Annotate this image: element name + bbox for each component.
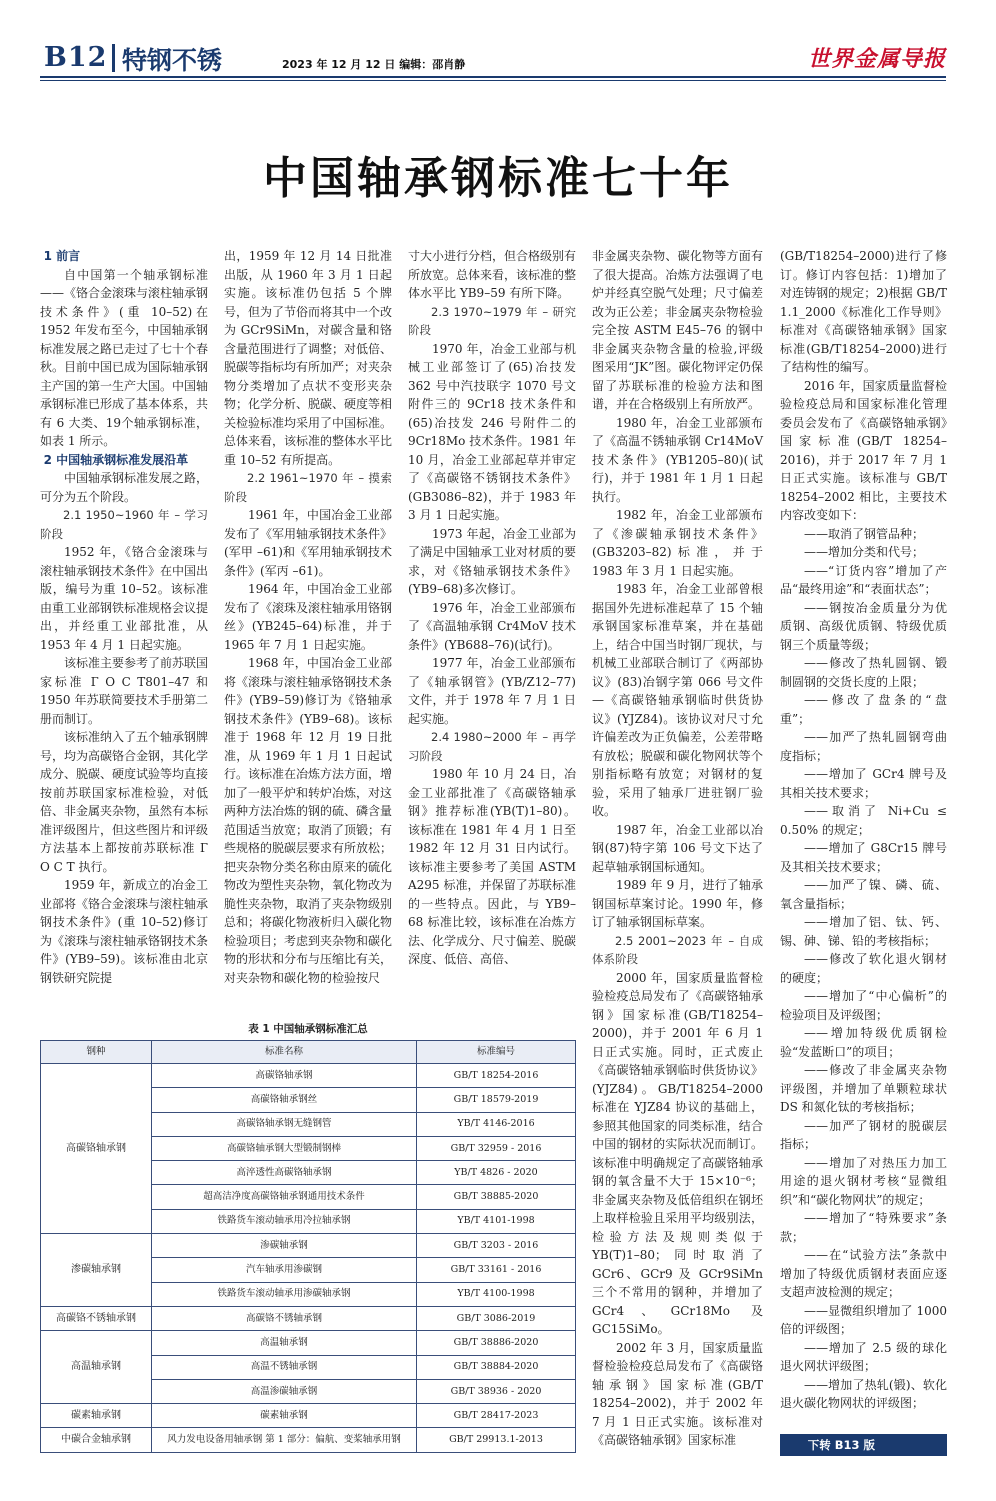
paragraph: 1980 年，冶金工业部颁布了《高温不锈轴承钢 Cr14MoV 技术条件》(YB1205–80)(试行)，并于 1981 年 1 月 1 日起执行。 [592, 415, 763, 504]
continued-notice: 下转 B13 版 [780, 1434, 947, 1456]
paragraph: ——钢按冶金质量分为优质钢、高级优质钢、特级优质钢三个质量等级； [780, 600, 947, 652]
paragraph: ——修改了热轧圆钢、锻制圆钢的交货长度的上限； [780, 656, 947, 689]
paragraph: 1970 年，冶金工业部与机械工业部签订了(65)冶技发 362 号中汽技联字 1070 号文附件三的 9Cr18 技术条件和(65)冶技发 246 号附件二的 9Cr18Mo 技术条件。1981 年 10 月，冶金工业部起草并审定了《高碳铬不锈钢技术条件》(GB3086–82)，并于 1983 年 3 月 1 日起实施。 [408, 341, 576, 522]
steel-type-cell: 渗碳轴承钢 [41, 1234, 152, 1307]
header-rule [40, 76, 946, 78]
standard-name-cell: 高碳铬轴承钢大型锻制钢棒 [152, 1136, 417, 1160]
header-divider [112, 44, 115, 72]
header-standard-name: 标准名称 [152, 1041, 417, 1064]
standard-no-cell: YB/T 4101-1998 [417, 1209, 576, 1233]
standard-name-cell: 高温渗碳轴承钢 [152, 1379, 417, 1403]
table-row [41, 1306, 576, 1330]
standard-name-cell: 高碳铬不锈轴承钢 [152, 1306, 417, 1330]
paragraph: 1964 年，中国冶金工业部发布了《滚珠及滚柱轴承用铬钢丝》(YB245–64)标准，并于 1965 年 7 月 1 日起实施。 [224, 582, 393, 652]
steel-type-cell: 高碳铬不锈轴承钢 [41, 1306, 152, 1330]
text-column-5 [780, 247, 947, 1413]
standard-name-cell: 超高洁净度高碳铬轴承钢通用技术条件 [152, 1185, 417, 1209]
header-standard-no: 标准编号 [417, 1041, 576, 1064]
paragraph: 1977 年，冶金工业部颁布了《轴承钢管》(YB/Z12–77)文件，并于 1978 年 7 月 1 日起实施。 [408, 656, 576, 726]
subsection-heading: 2.5 2001~2023 年 – 自成体系阶段 [592, 933, 763, 966]
paragraph: 自中国第一个轴承钢标准——《铬合金滚珠与滚柱轴承钢技术条件》(重 10–52)在 1952 年发布至今，中国轴承钢标准发展之路已走过了七十个春秋。目前中国已成为国际轴承钢主产国的第一生产大国。中国轴承钢标准已形成了基本体系，共有 6 大类、19个轴承钢标准，如表 1 所示。 [40, 267, 209, 448]
table-row [41, 1064, 576, 1088]
text-column-1 [40, 247, 208, 987]
standard-no-cell: GB/T 3086-2019 [417, 1306, 576, 1330]
paragraph: 该标准主要参考了前苏联国家标准 Г О С Т801–47 和 1950 年苏联简要技术手册第二册而制订。 [40, 656, 209, 726]
standard-no-cell: GB/T 3203 - 2016 [417, 1234, 576, 1258]
paragraph: ——增加了铝、钛、钙、锡、砷、锑、铅的考核指标； [780, 915, 947, 948]
paragraph: ——加严了镍、磷、硫、氧含量指标； [780, 878, 947, 911]
standard-no-cell: GB/T 38936 - 2020 [417, 1379, 576, 1403]
paragraph: 1959 年，新成立的冶金工业部将《铬合金滚珠与滚柱轴承钢技术条件》(重 10–52)修订为《滚珠与滚柱轴承铬钢技术条件》(YB9–59)。该标准由北京钢铁研究院提 [40, 878, 209, 985]
paragraph: ——取消了钢管品种； [804, 526, 925, 541]
standard-no-cell: GB/T 38884-2020 [417, 1355, 576, 1379]
paragraph: 中国轴承钢标准发展之路，可分为五个阶段。 [40, 471, 209, 504]
table-row [41, 1404, 576, 1428]
date-editor: 2023 年 12 月 12 日 编辑：邵肖静 [282, 58, 466, 71]
standard-no-cell: GB/T 18579-2019 [417, 1088, 576, 1112]
standard-no-cell: YB/T 4146-2016 [417, 1112, 576, 1136]
paragraph: ——增加了 GCr4 牌号及其相关技术要求； [780, 767, 947, 800]
paragraph: ——加严了钢材的脱碳层指标； [780, 1118, 947, 1151]
standard-name-cell: 铁路货车滚动轴承用渗碳轴承钢 [152, 1282, 417, 1306]
standard-name-cell: 高碳铬轴承钢丝 [152, 1088, 417, 1112]
paragraph: 出，1959 年 12 月 14 日批准出版，从 1960 年 3 月 1 日起实施。该标准仍包括 5 个牌号，但为了节俗而将其中一个改为 GCr9SiMn，对碳含量和铬含量范围进行了调整；对低倍、脱碳等指标均有所加严；对夹杂物分类增加了点状不变形夹杂物；化学分析、脱碳、硬度等相关检验标准均采用了中国标准。总体来看，该标准的整体水平比重 10–52 有所提高。 [224, 249, 393, 467]
standard-no-cell: YB/T 4826 - 2020 [417, 1161, 576, 1185]
standard-name-cell: 高温轴承钢 [152, 1331, 417, 1355]
standards-table [40, 1040, 576, 1453]
paragraph: 1983 年，冶金工业部曾根据国外先进标准起草了 15 个轴承钢国家标准草案，并在基础上，结合中国当时钢厂现状，与机械工业部联合制订了《两部协议》(83)冶钢字第 066 号文件—《高碳铬轴承钢临时供货协议》(YJZ84)。该协议对尺寸允许偏差改为正负偏差，公差带略有放松；脱碳和碳化物网状等个别指标略有放宽；对钢材的复验，采用了轴承厂进驻钢厂验收。 [592, 582, 763, 818]
paragraph: ——增加特级优质钢检验“发蓝断口”的项目； [780, 1026, 947, 1059]
paragraph: 2016 年，国家质量监督检验检疫总局和国家标准化管理委员会发布了《高碳铬轴承钢》国家标准(GB/T 18254–2016)，并于 2017 年 7 月 1 日正式实施。该标准与 GB/T 18254–2002 相比，主要技术内容改变如下： [780, 378, 947, 522]
subsection-heading: 2.3 1970~1979 年 – 研究阶段 [408, 304, 576, 337]
paragraph: 非金属夹杂物、碳化物等方面有了很大提高。冶炼方法强调了电炉并经真空脱气处理；尺寸偏差改为正公差；非金属夹杂物检验完全按 ASTM E45–76 的钢中非金属夹杂物含量的检验,评级图采用“JK”图。碳化物评定仍保留了苏联标准的检验方法和图谱，并在合格级别上有所放严。 [592, 249, 763, 411]
steel-type-cell: 高碳铬轴承钢 [41, 1064, 152, 1234]
page-header [40, 38, 946, 80]
paragraph: ——增加了“中心偏析”的检验项目及评级图； [780, 989, 947, 1022]
section-heading: 2 中国轴承钢标准发展沿革 [43, 452, 189, 467]
paragraph: ——增加了热轧(锻)、软化退火碳化物网状的评级图； [780, 1377, 947, 1410]
paragraph: 2002 年 3 月，国家质量监督检验检疫总局发布了《高碳铬轴承钢》国家标准(GB/T 18254–2002)，并于 2002 年 7 月 1 日正式实施。该标准对《高碳铬轴承钢》国家标准 [592, 1340, 763, 1447]
paragraph: 1968 年，中国冶金工业部将《滚珠与滚柱轴承铬钢技术条件》(YB9–59)修订为《铬轴承钢技术条件》(YB9–68)。该标准于 1968 年 12 月 19 日批准，从 1969 年 1 月 1 日起试行。该标准在冶炼方法方面，增加了一般平炉和转炉冶炼，对这两种方法冶炼的钢的硫、磷含量范围适当放宽；取消了顶锻；有些规格的脱碳层要求有所放松；把夹杂物分类名称由原来的硫化物改为塑性夹杂物，氧化物改为脆性夹杂物，取消了夹杂物级别总和；将碳化物液析归入碳化物检验项目；考虑到夹杂物和碳化物的形状和分布与压缩比有关，对夹杂物和碳化物的检验按尺 [224, 656, 393, 985]
standard-name-cell: 汽车轴承用渗碳钢 [152, 1258, 417, 1282]
subsection-heading: 2.2 1961~1970 年 – 摸索阶段 [224, 471, 392, 504]
text-column-2 [224, 247, 392, 987]
standard-name-cell: 铁路货车滚动轴承用冷拉轴承钢 [152, 1209, 417, 1233]
steel-type-cell: 碳素轴承钢 [41, 1404, 152, 1428]
paragraph: ——在“试验方法”条款中增加了特级优质钢材表面应逐支超声波检测的规定； [780, 1248, 947, 1299]
header-rule-thin [40, 80, 946, 81]
subsection-heading: 2.4 1980~2000 年 – 再学习阶段 [408, 730, 576, 763]
standard-no-cell: GB/T 28417-2023 [417, 1404, 576, 1428]
paragraph: 1952 年，《铬合金滚珠与滚柱轴承钢技术条件》在中国出版，编号为重 10–52。该标准由重工业部钢铁标准规格会议提出，并经重工业部批准，从 1953 年 4 月 1 日起实施。 [40, 545, 209, 652]
standard-no-cell: GB/T 29913.1-2013 [417, 1428, 576, 1452]
paragraph: ——“订货内容”增加了产品“最终用途”和“表面状态”； [780, 563, 947, 596]
standard-no-cell: GB/T 38886-2020 [417, 1331, 576, 1355]
table-header-row [41, 1041, 576, 1064]
text-column-4 [592, 247, 763, 1450]
page-number: B12 [44, 42, 108, 73]
standard-name-cell: 高淬透性高碳铬轴承钢 [152, 1161, 417, 1185]
standard-name-cell: 风力发电设备用轴承钢 第 1 部分：偏航、变桨轴承用钢 [152, 1428, 417, 1452]
paragraph: 1976 年，冶金工业部颁布了《高温轴承钢 Cr4MoV 技术条件》(YB688–76)(试行)。 [408, 600, 576, 652]
section-heading: 1 前言 [43, 249, 81, 263]
text-column-3 [408, 247, 576, 969]
paragraph: ——增加了 G8Cr15 牌号及其相关技术要求； [780, 841, 947, 874]
paragraph: ——修改了软化退火钢材的硬度； [780, 952, 947, 985]
paragraph: (GB/T18254–2000)进行了修订。修订内容包括：1)增加了对连铸钢的规定；2)根据 GB/T 1.1_2000《标准化工作导则》标准对《高碳铬轴承钢》国家标准(GB/T18254–2000)进行了结构性的编写。 [780, 249, 947, 374]
paragraph: 2000 年，国家质量监督检验检疫总局发布了《高碳铬轴承钢》国家标准(GB/T18254–2000)，并于 2001 年 6 月 1 日正式实施。同时，正式废止《高碳铬轴承钢临时供货协议》(YJZ84)。GB/T18254–2000 标准在 YJZ84 协议的基础上，参照其他国家的同类标准，结合中国的钢材的实际状况而制订。该标准中明确规定了高碳铬轴承钢的氧含量不大于 15×10⁻⁶；非金属夹杂物及低倍组织在钢坯上取样检验且采用平均级别法，检验方法及规则类似于 YB(T)1–80；同时取消了 GCr6、GCr9 及 GCr9SiMn 三个不常用的钢种，并增加了 GCr4、GCr18Mo 及 GC15SiMo。 [592, 970, 763, 1336]
paragraph: ——增加了 2.5 级的球化退火网状评级图； [780, 1340, 947, 1373]
standard-name-cell: 高碳铬轴承钢 [152, 1064, 417, 1088]
steel-type-cell: 中碳合金轴承钢 [41, 1428, 152, 1452]
table-row [41, 1234, 576, 1258]
standard-no-cell: GB/T 18254-2016 [417, 1064, 576, 1088]
section-name: 特钢不锈 [122, 46, 223, 75]
standard-name-cell: 碳素轴承钢 [152, 1404, 417, 1428]
paragraph: 1980 年 10 月 24 日，冶金工业部批准了《高碳铬轴承钢》推荐标准(YB(T)1–80)。该标准在 1981 年 4 月 1 日至 1982 年 12 月 31 日内试行。该标准主要参考了美国 ASTM A295 标准，并保留了苏联标准的一些特点。因此，与 YB9–68 标准比较，该标准在冶炼方法、化学成分、尺寸偏差、脱碳深度、低倍、高倍、 [408, 767, 577, 966]
standard-no-cell: GB/T 38885-2020 [417, 1185, 576, 1209]
paragraph: ——增加了对热压力加工用途的退火钢材考核“显微组织”和“碳化物网状”的规定； [780, 1155, 947, 1207]
paragraph: ——取消了 Ni+Cu ≤ 0.50% 的规定； [780, 804, 947, 837]
table-caption: 表 1 中国轴承钢标准汇总 [248, 1023, 368, 1035]
table-body [41, 1064, 576, 1453]
table-row [41, 1331, 576, 1355]
standard-name-cell: 高碳铬轴承钢无缝钢管 [152, 1112, 417, 1136]
article-title: 中国轴承钢标准七十年 [263, 153, 733, 204]
table-row [41, 1428, 576, 1452]
paragraph: 1973 年起，冶金工业部为了满足中国轴承工业对材质的要求，对《铬轴承钢技术条件》(YB9–68)多次修订。 [408, 526, 577, 596]
standard-name-cell: 渗碳轴承钢 [152, 1234, 417, 1258]
paragraph: ——增加分类和代号； [804, 545, 925, 559]
subsection-heading: 2.1 1950~1960 年 – 学习阶段 [40, 508, 208, 541]
newspaper-logo: 世界金属导报 [807, 46, 946, 72]
paragraph: 1961 年，中国冶金工业部发布了《军用轴承钢技术条件》(军甲 –61)和《军用轴承钢技术条件》(军丙 –61)。 [224, 508, 393, 578]
standard-name-cell: 高温不锈轴承钢 [152, 1355, 417, 1379]
paragraph: 1989 年 9 月，进行了轴承钢国标草案讨论。1990 年，修订了轴承钢国标草案。 [592, 878, 763, 929]
paragraph: ——修改了非金属夹杂物评级图，并增加了单颗粒球状 DS 和氮化钛的考核指标； [780, 1063, 947, 1114]
paragraph: ——加严了热轧圆钢弯曲度指标； [780, 730, 947, 763]
header-steel-type: 钢种 [41, 1041, 152, 1064]
paragraph: 该标准纳入了五个轴承钢牌号，均为高碳铬合金钢，其化学成分、脱碳、硬度试验等均直接按前苏联国家标准检验，对低倍、非金属夹杂物，虽然有本标准评级图片，但这些图片和评级方法基本上都按前苏联标准 Г О С Т 执行。 [40, 730, 209, 874]
paragraph: ——显微组织增加了 1000 倍的评级图； [780, 1303, 947, 1336]
paragraph: ——修改了盘条的“盘重”； [780, 693, 947, 726]
standard-no-cell: GB/T 32959 - 2016 [417, 1136, 576, 1160]
paragraph: 1982 年，冶金工业部颁布了《渗碳轴承钢技术条件》(GB3203–82)标准，并于 1983 年 3 月 1 日起实施。 [592, 508, 763, 578]
steel-type-cell: 高温轴承钢 [41, 1331, 152, 1404]
paragraph: 寸大小进行分档，但合格级别有所放宽。总体来看，该标准的整体水平比 YB9–59 有所下降。 [408, 249, 577, 300]
standard-no-cell: GB/T 33161 - 2016 [417, 1258, 576, 1282]
paragraph: ——增加了“特殊要求”条款； [780, 1211, 947, 1244]
standard-no-cell: YB/T 4100-1998 [417, 1282, 576, 1306]
paragraph: 1987 年，冶金工业部以冶钢(87)特字第 106 号文下达了起草轴承钢国标通知。 [592, 822, 763, 874]
